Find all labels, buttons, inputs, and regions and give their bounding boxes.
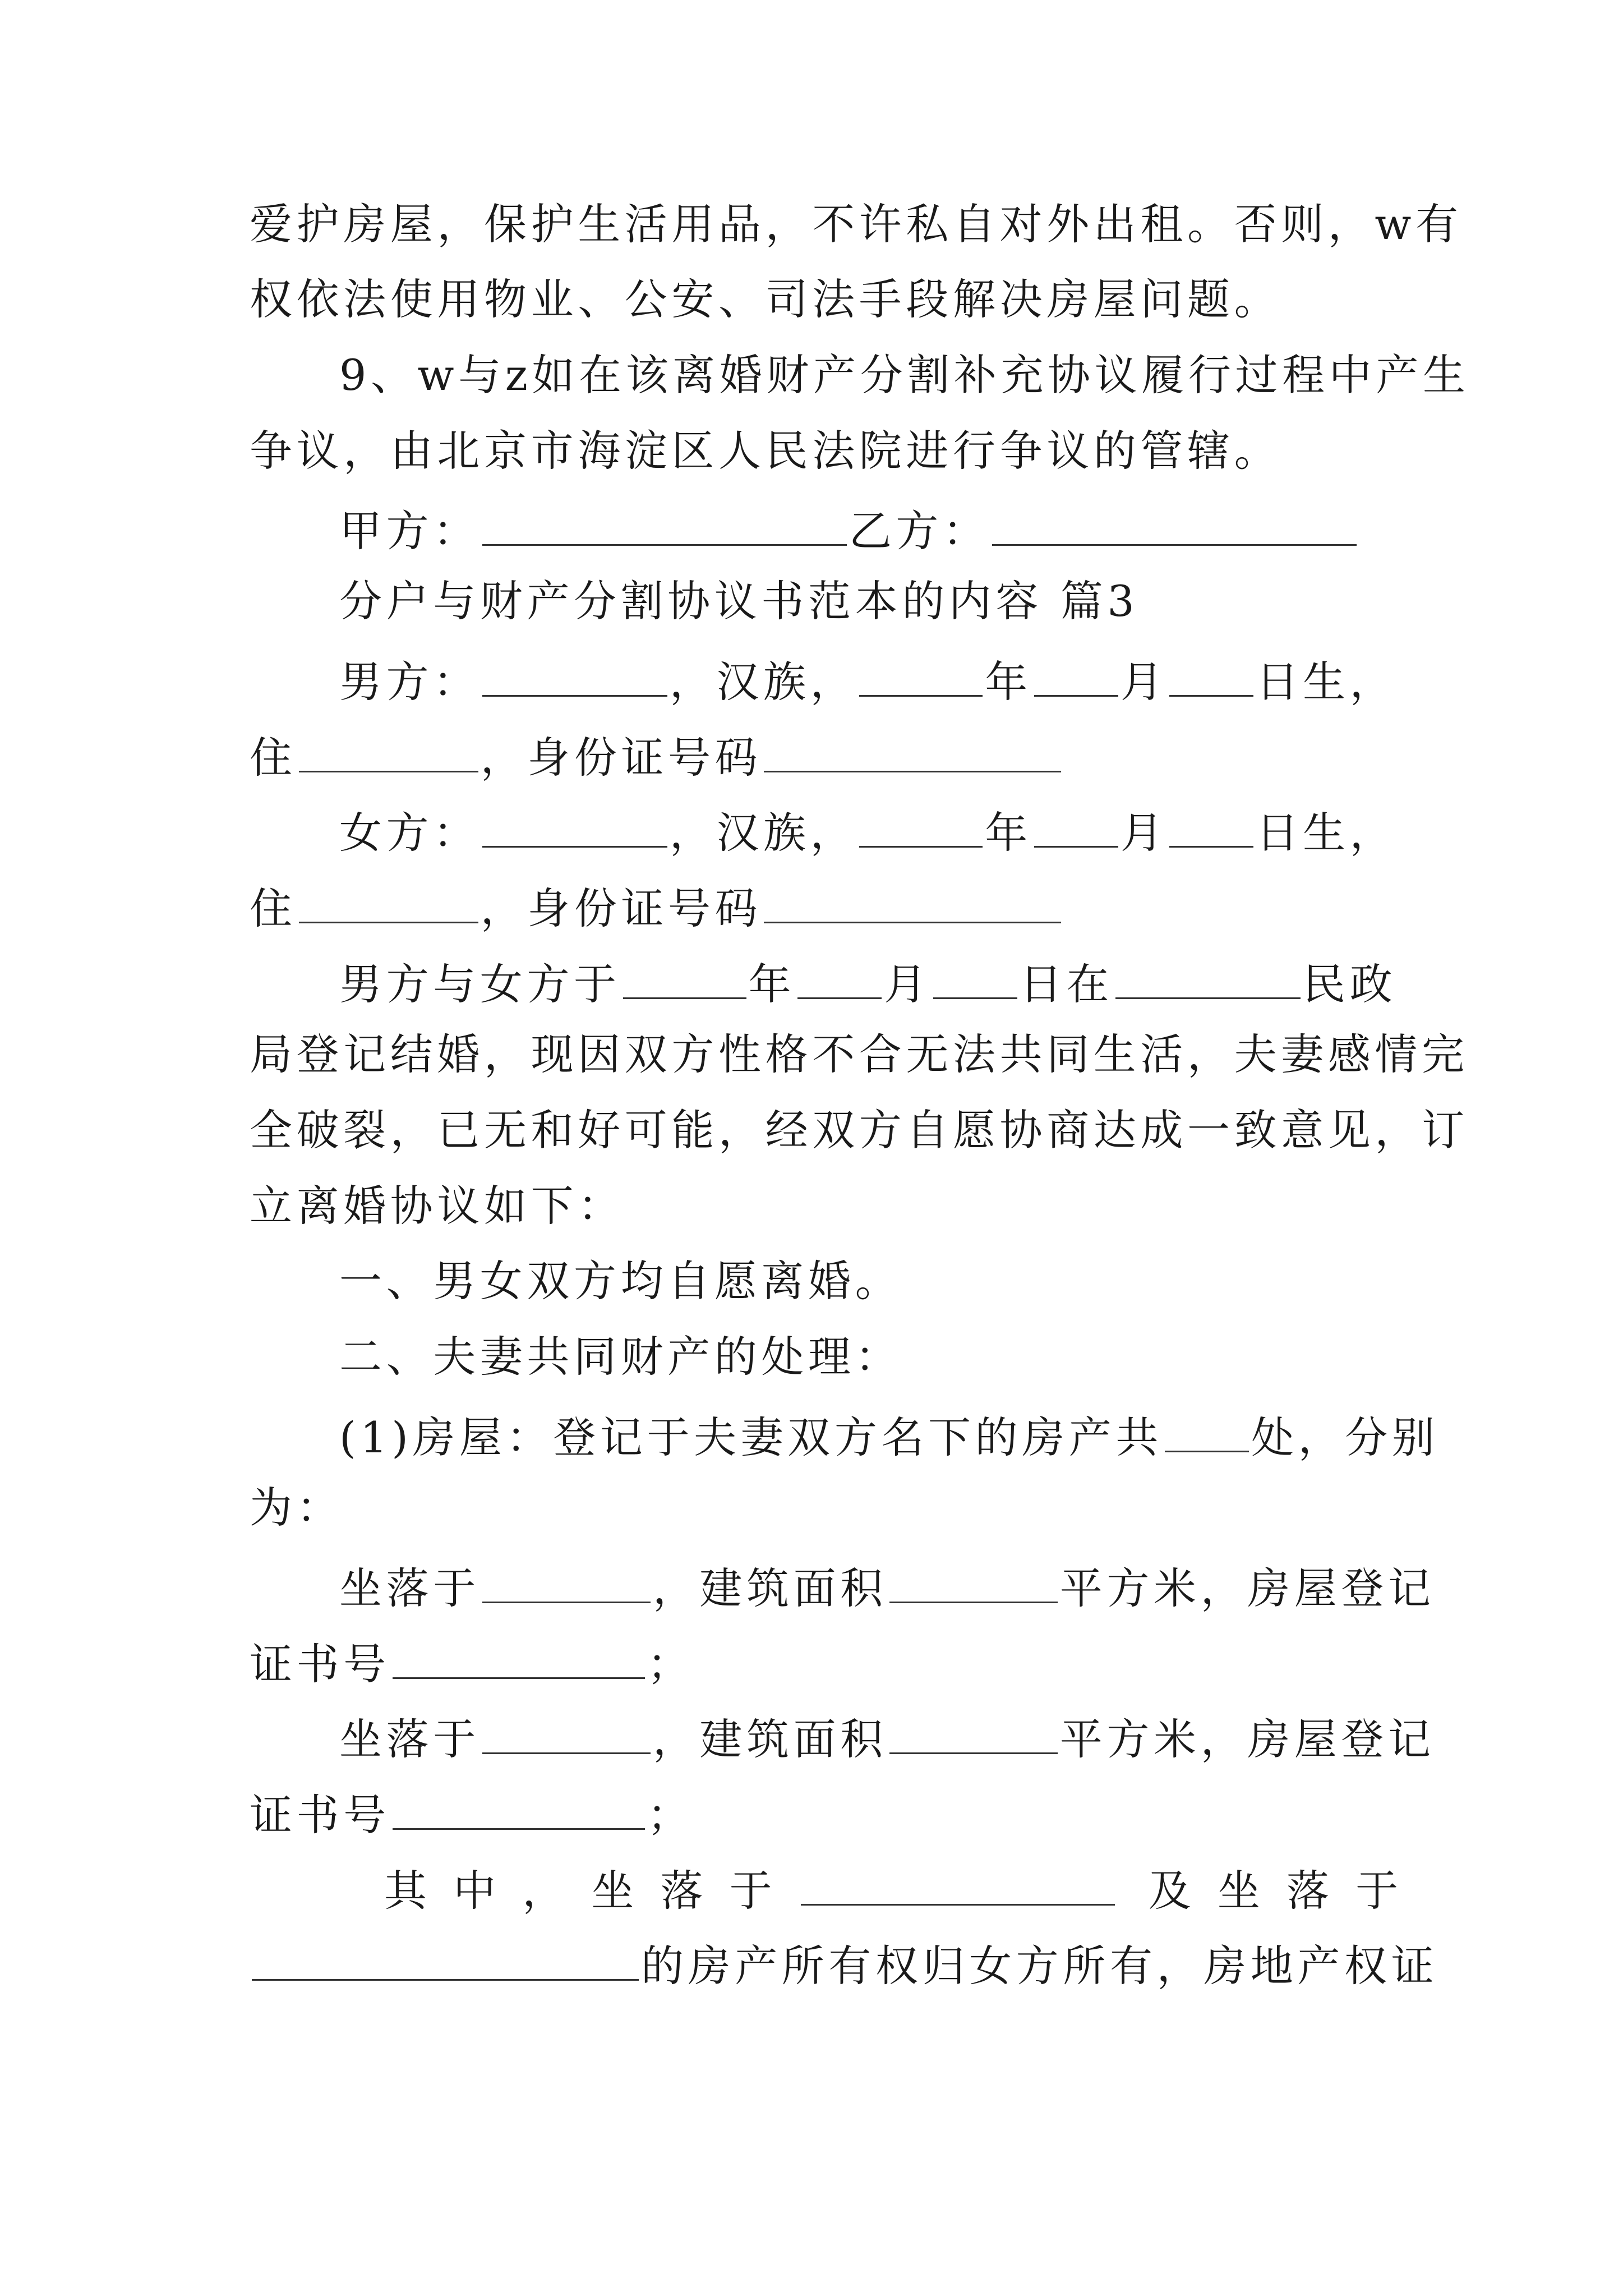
text: ，身份证号码: [480, 884, 762, 933]
paragraph-line: [250, 1103, 1469, 1157]
text: 住: [250, 884, 297, 933]
month-blank[interactable]: [1034, 801, 1118, 848]
text: 立离婚协议如下：: [250, 1181, 625, 1231]
text: 女方：: [339, 808, 480, 858]
name-blank[interactable]: [482, 801, 667, 848]
day-blank[interactable]: [1169, 650, 1253, 697]
registry-blank[interactable]: [1115, 953, 1301, 999]
text: 男方与女方于: [339, 959, 621, 1009]
text: 年: [748, 959, 796, 1009]
paragraph-line: [250, 1028, 1469, 1082]
text: 日在: [1019, 959, 1114, 1009]
text: 其中，坐落于: [384, 1866, 799, 1916]
text: 月: [884, 959, 931, 1009]
text: (1)房屋：登记于夫妻双方名下的房产共: [339, 1412, 1163, 1462]
area-blank[interactable]: [889, 1557, 1058, 1603]
id-number-blank[interactable]: [764, 877, 1061, 923]
text: ；: [647, 1639, 694, 1689]
text: 日生，: [1256, 657, 1397, 707]
paragraph-line: [250, 1179, 1388, 1233]
certificate-line: [250, 1632, 1388, 1691]
text: 争议，由北京市海淀区人民法院进行争议的管辖。: [250, 426, 1281, 476]
house-line: [339, 1406, 1439, 1465]
paragraph-line: [250, 424, 1388, 478]
property-line: [339, 1557, 1435, 1616]
text: 坐落于: [339, 1563, 480, 1613]
id-number-blank[interactable]: [764, 726, 1061, 772]
text: ；: [647, 1790, 694, 1840]
paragraph-line: [250, 1481, 1388, 1535]
location-blank[interactable]: [252, 1934, 639, 1981]
text: 处，分别: [1251, 1412, 1439, 1462]
day-blank[interactable]: [933, 953, 1017, 999]
certificate-line: [250, 1783, 1388, 1842]
text: 月: [1120, 657, 1168, 707]
count-blank[interactable]: [1165, 1406, 1249, 1452]
text: 男方：: [339, 657, 480, 707]
text: 住: [250, 733, 297, 783]
text: 年: [985, 808, 1032, 858]
year-blank[interactable]: [859, 801, 983, 848]
text: 平方米，房屋登记: [1059, 1714, 1435, 1764]
area-blank[interactable]: [889, 1708, 1058, 1754]
clause-line: [339, 1254, 1388, 1308]
paragraph-line: [339, 348, 1470, 402]
text: 全破裂，已无和好可能，经双方自愿协商达成一致意见，订: [250, 1105, 1469, 1155]
female-info-line: [339, 801, 1397, 860]
party-b-label: 乙方：: [849, 506, 990, 556]
text: 9、w与z如在该离婚财产分割补充协议履行过程中产生: [339, 350, 1470, 400]
name-blank[interactable]: [482, 650, 667, 697]
marriage-line: [339, 953, 1397, 1011]
text: 权依法使用物业、公安、司法手段解决房屋问题。: [250, 274, 1281, 324]
text: ，汉族，: [669, 808, 857, 858]
address-blank[interactable]: [299, 726, 478, 772]
text: 坐落于: [339, 1714, 480, 1764]
female-address-line: [250, 877, 1388, 936]
month-blank[interactable]: [797, 953, 882, 999]
text: 局登记结婚，现因双方性格不合无法共同生活，夫妻感情完: [250, 1029, 1469, 1079]
male-address-line: [250, 726, 1388, 785]
address-blank[interactable]: [299, 877, 478, 923]
section-title: [339, 574, 1388, 628]
location-blank[interactable]: [801, 1859, 1115, 1906]
certificate-blank[interactable]: [393, 1783, 645, 1830]
text: 的房产所有权归女方所有，房地产权证: [641, 1941, 1438, 1991]
male-info-line: [339, 650, 1397, 709]
year-blank[interactable]: [859, 650, 983, 697]
text: 月: [1120, 808, 1168, 858]
text: 日生，: [1256, 808, 1397, 858]
text: 二、夫妻共同财产的处理：: [339, 1332, 902, 1382]
ownership-line: [384, 1859, 1433, 1918]
text: 一、男女双方均自愿离婚。: [339, 1256, 902, 1306]
party-b-blank[interactable]: [992, 499, 1357, 546]
text: 年: [985, 657, 1032, 707]
text: 平方米，房屋登记: [1059, 1563, 1435, 1613]
certificate-blank[interactable]: [393, 1632, 645, 1679]
text: ，身份证号码: [480, 733, 762, 783]
text: ，建筑面积: [652, 1714, 887, 1764]
party-a-label: 甲方：: [339, 506, 480, 556]
signature-line: [339, 499, 1388, 558]
text: 分户与财产分割协议书范本的内容 篇3: [339, 576, 1139, 626]
text: 爱护房屋，保护生活用品，不许私自对外出租。否则，w有: [250, 199, 1463, 249]
year-blank[interactable]: [623, 953, 746, 999]
paragraph-line: [250, 197, 1463, 251]
text: 为：: [250, 1483, 344, 1533]
text: 及坐落于: [1148, 1866, 1425, 1916]
text: 证书号: [250, 1639, 390, 1689]
ownership-line: [250, 1934, 1438, 1993]
clause-line: [339, 1330, 1388, 1384]
location-blank[interactable]: [482, 1557, 651, 1603]
text: ，建筑面积: [652, 1563, 887, 1613]
text: ，汉族，: [669, 657, 857, 707]
month-blank[interactable]: [1034, 650, 1118, 697]
location-blank[interactable]: [482, 1708, 651, 1754]
party-a-blank[interactable]: [482, 499, 847, 546]
text: 民政: [1303, 959, 1397, 1009]
property-line: [339, 1708, 1435, 1766]
paragraph-line: [250, 273, 1388, 326]
text: 证书号: [250, 1790, 390, 1840]
day-blank[interactable]: [1169, 801, 1253, 848]
